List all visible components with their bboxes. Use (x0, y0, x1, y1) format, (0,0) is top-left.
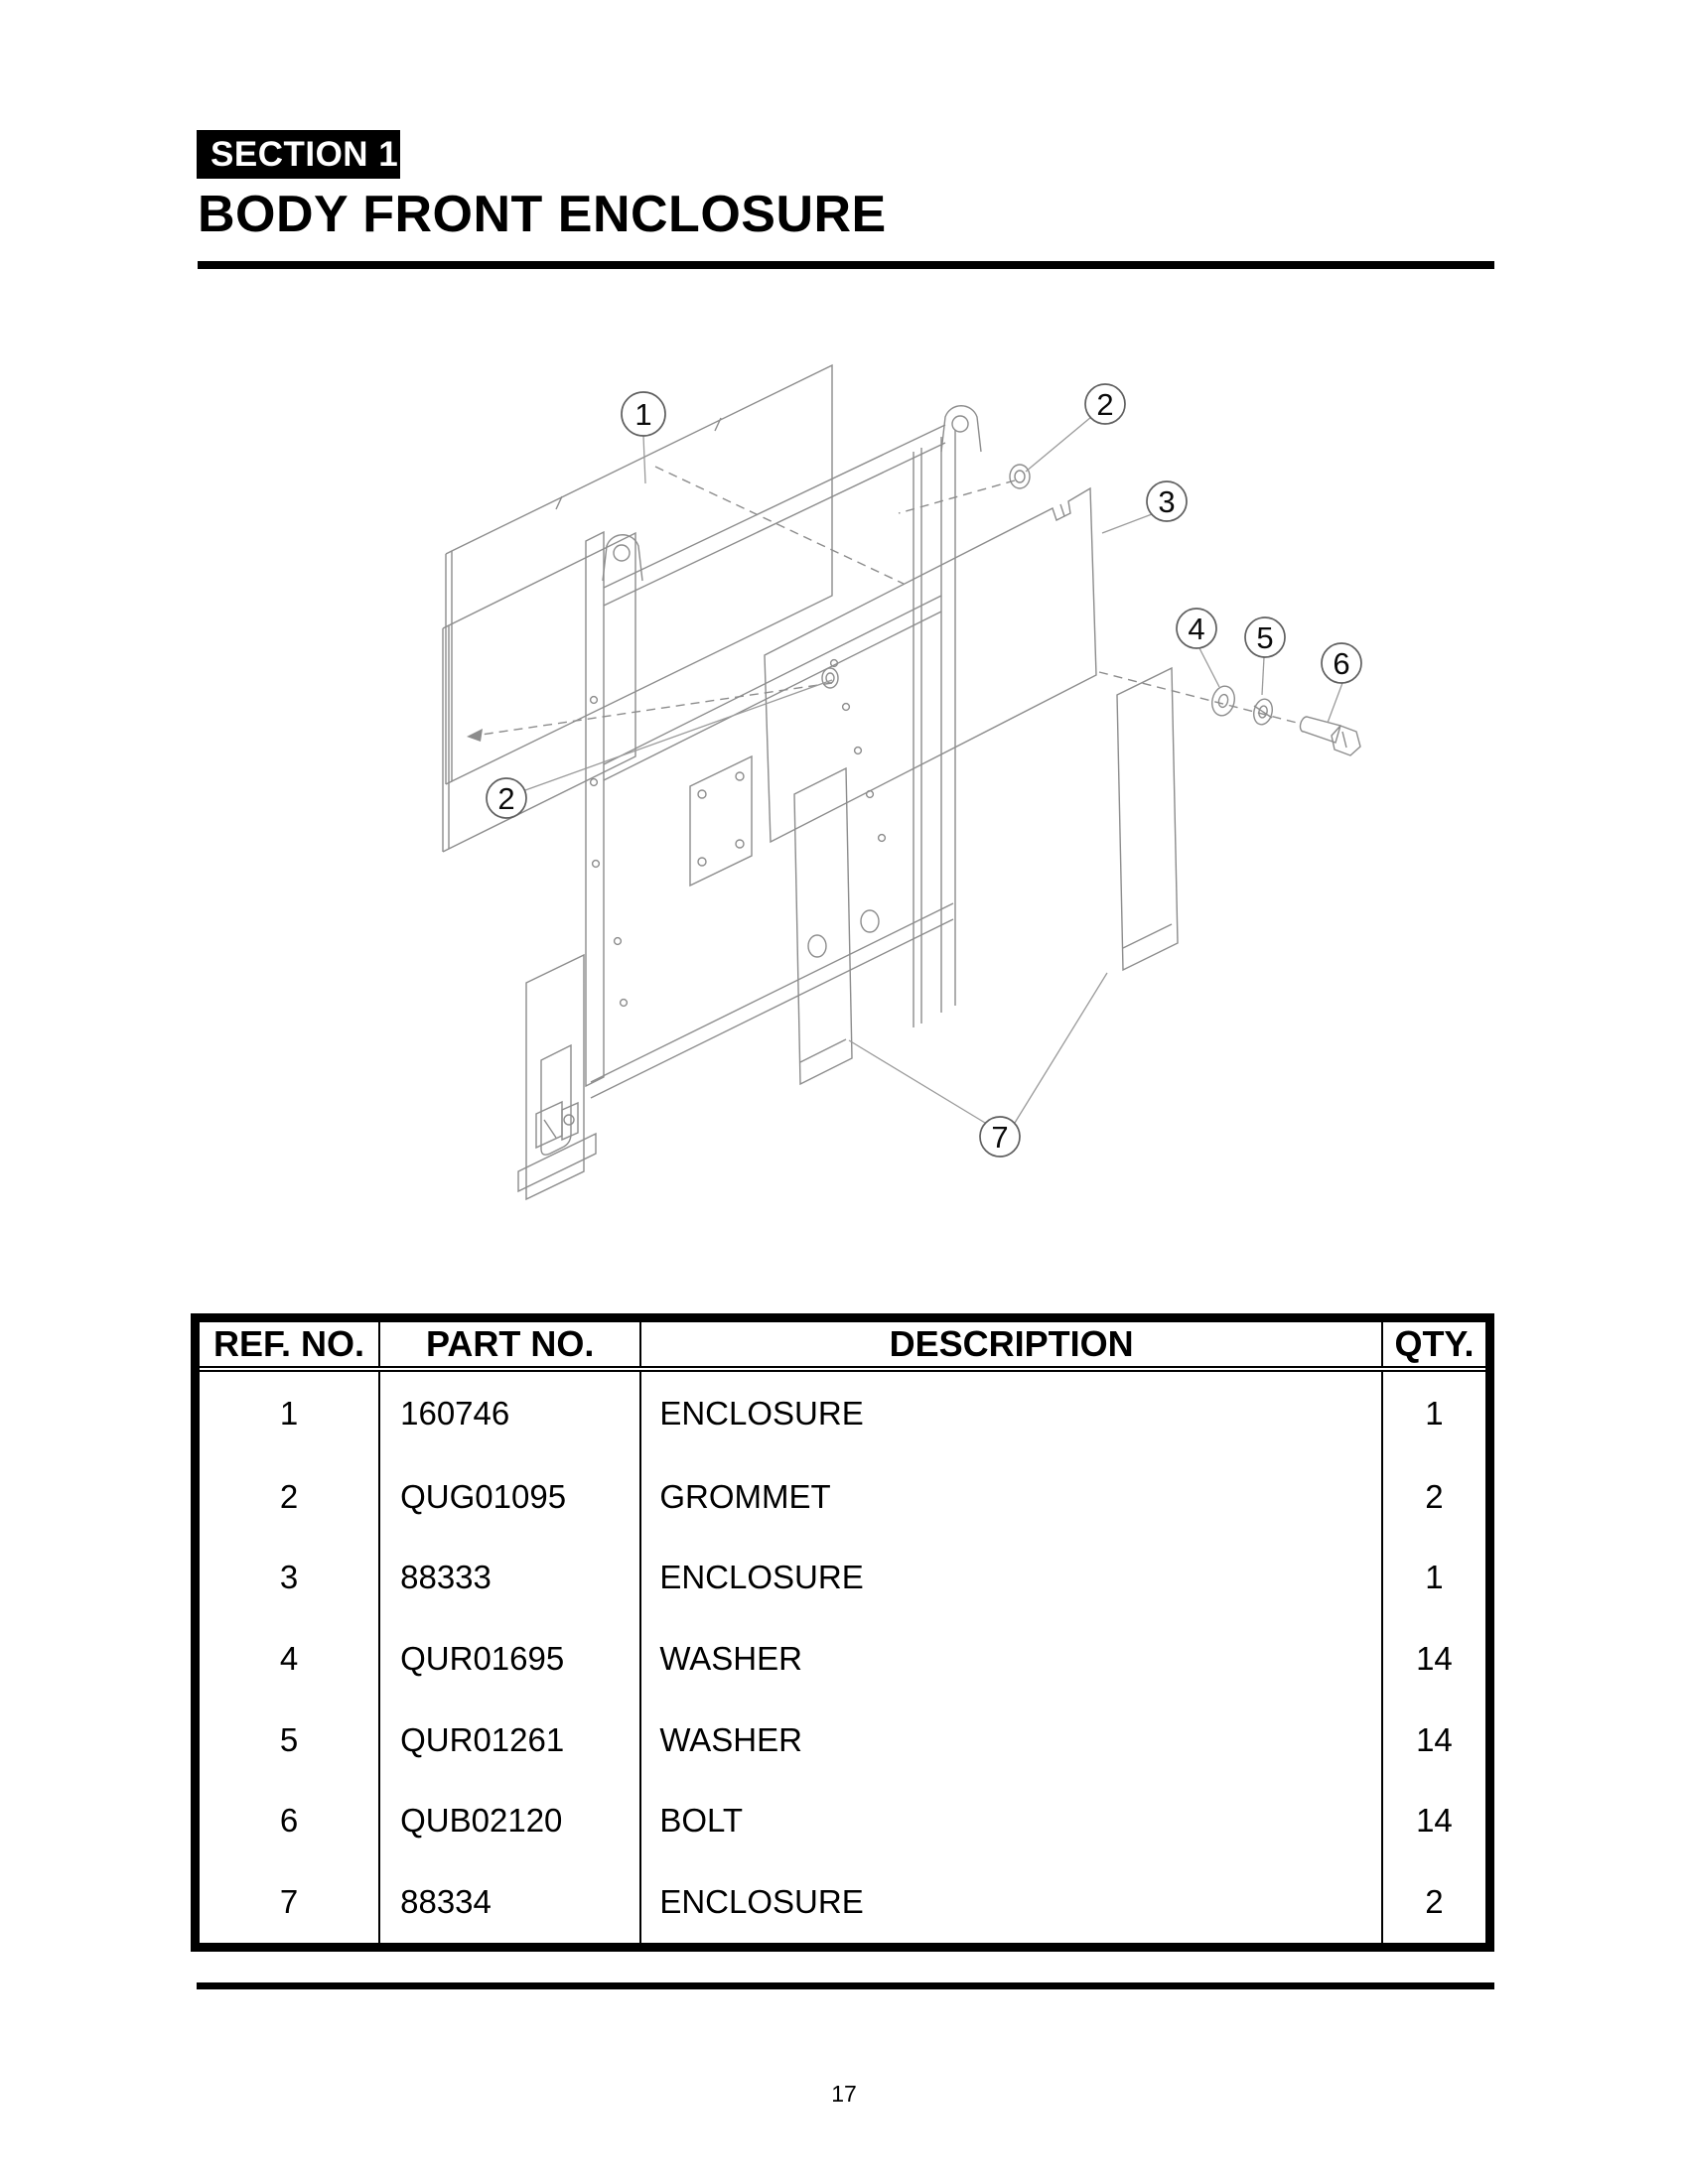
bolt (1300, 717, 1360, 755)
front-left-panel (443, 533, 635, 852)
callout-leader-line (1328, 683, 1342, 723)
cell-part: QUR01695 (379, 1618, 640, 1700)
cell-part: QUR01261 (379, 1700, 640, 1781)
callout-5 (1245, 617, 1285, 657)
cell-qty: 2 (1425, 1883, 1444, 1921)
cell-ref: 7 (200, 1861, 379, 1943)
table-row (200, 1781, 1485, 1862)
cell-qty: 2 (1425, 1477, 1444, 1515)
page-title: BODY FRONT ENCLOSURE (198, 186, 887, 243)
parts-table (191, 1313, 1494, 1952)
cell-ref: 4 (200, 1618, 379, 1700)
table-row (200, 1861, 1485, 1943)
bottom-rule (197, 1982, 1494, 1989)
exploded-view-drawing (443, 365, 1360, 1199)
cell-part: QUG01095 (379, 1456, 640, 1538)
cell-qty: 14 (1416, 1720, 1453, 1758)
cell-ref: 6 (200, 1781, 379, 1862)
callout-6 (1322, 643, 1361, 683)
callout-leader-line (1102, 514, 1152, 533)
callout-2 (487, 778, 526, 818)
cell-desc: ENCLOSURE (640, 1369, 1382, 1456)
cell-desc: ENCLOSURE (640, 1861, 1382, 1943)
callout-7 (980, 1117, 1020, 1157)
callout-number: 7 (991, 1120, 1009, 1156)
cell-ref: 1 (200, 1369, 379, 1456)
exploded-view-diagram (377, 278, 1430, 1211)
cell-qty: 1 (1425, 1559, 1444, 1596)
table-row (200, 1456, 1485, 1538)
callout-4 (1177, 609, 1216, 648)
callout-number: 1 (634, 397, 652, 433)
callout-3 (1147, 481, 1187, 521)
callout-leader-line (643, 436, 645, 483)
cell-part: 88334 (379, 1861, 640, 1943)
callout-number: 2 (497, 781, 515, 817)
part7-lower-panels (794, 668, 1178, 1084)
callout-1 (622, 392, 665, 436)
table-row (200, 1618, 1485, 1700)
title-rule (198, 261, 1494, 269)
header-part-no: PART NO. (379, 1322, 640, 1369)
header-description: DESCRIPTION (640, 1322, 1382, 1369)
parts-table-body (200, 1369, 1485, 1943)
cell-ref: 2 (200, 1456, 379, 1538)
page-number: 17 (831, 2081, 857, 2107)
section-badge: SECTION 1 (197, 130, 400, 179)
callout-number: 2 (1096, 387, 1114, 423)
cell-part: 160746 (379, 1369, 640, 1456)
callout-number: 6 (1333, 646, 1350, 682)
parts-table-header (200, 1322, 1485, 1369)
cell-part: QUB02120 (379, 1781, 640, 1862)
cell-part: 88333 (379, 1538, 640, 1619)
callout-leader-line (1015, 973, 1107, 1123)
cell-ref: 5 (200, 1700, 379, 1781)
cell-desc: WASHER (640, 1700, 1382, 1781)
cell-desc: GROMMET (640, 1456, 1382, 1538)
callout-leader-line (525, 680, 832, 790)
washers (1209, 684, 1275, 727)
frame-assembly (518, 406, 981, 1199)
arrowhead (467, 729, 483, 742)
callout-leader-line (1199, 648, 1219, 687)
table-row (200, 1538, 1485, 1619)
table-row (200, 1369, 1485, 1456)
callout-layer (487, 384, 1361, 1157)
callout-leader-line (1026, 417, 1091, 472)
cell-desc: WASHER (640, 1618, 1382, 1700)
grommets (822, 465, 1030, 688)
callout-number: 4 (1188, 612, 1205, 647)
cell-qty: 14 (1416, 1640, 1453, 1678)
cell-qty: 14 (1416, 1802, 1453, 1840)
header-ref-no: REF. NO. (200, 1322, 379, 1369)
callout-2 (1085, 384, 1125, 424)
cell-ref: 3 (200, 1538, 379, 1619)
cell-qty: 1 (1425, 1395, 1444, 1433)
table-row (200, 1700, 1485, 1781)
callout-number: 3 (1158, 484, 1176, 520)
callout-number: 5 (1256, 620, 1274, 656)
part3-right-panel (765, 488, 1096, 842)
header-qty: QTY. (1382, 1322, 1485, 1369)
cell-desc: BOLT (640, 1781, 1382, 1862)
cell-desc: ENCLOSURE (640, 1538, 1382, 1619)
callout-leader-line (1262, 657, 1264, 695)
callout-leader-line (849, 1040, 985, 1123)
